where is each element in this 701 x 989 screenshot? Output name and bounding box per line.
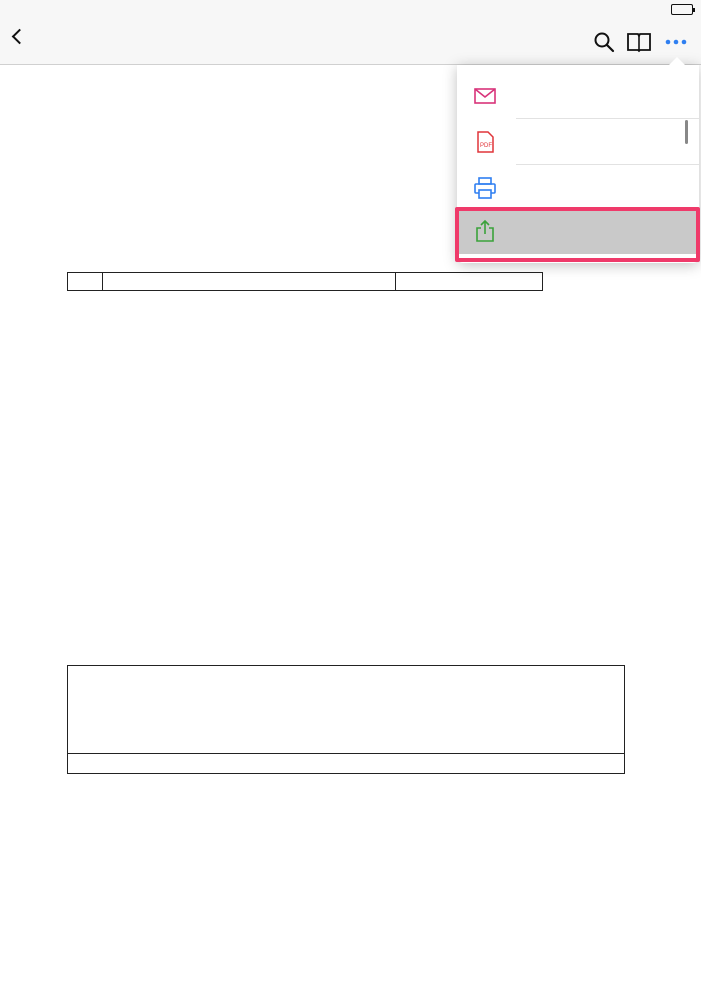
objectives-table	[67, 272, 543, 291]
share-highlight-box	[455, 207, 700, 262]
nav-bar	[0, 20, 701, 65]
back-button[interactable]	[14, 30, 35, 42]
pdf-icon	[473, 130, 497, 154]
col-header-objective	[103, 273, 396, 291]
chevron-left-icon	[12, 29, 28, 45]
status-time	[8, 2, 15, 16]
col-header-core	[396, 273, 543, 291]
battery-icon	[671, 4, 693, 15]
row-label-weight	[68, 754, 625, 774]
search-icon[interactable]	[592, 30, 618, 54]
col-header-item	[68, 273, 103, 291]
svg-text:PDF: PDF	[480, 143, 492, 149]
scroll-indicator	[685, 120, 688, 144]
menu-email[interactable]	[457, 73, 699, 119]
print-icon	[473, 176, 497, 200]
menu-print[interactable]	[457, 165, 699, 211]
status-bar	[0, 0, 701, 20]
email-icon	[473, 84, 497, 108]
row-label-core	[68, 666, 625, 754]
section-8-list-c	[92, 849, 109, 989]
more-icon[interactable]	[663, 30, 689, 54]
core-competency-table	[67, 665, 625, 774]
book-icon[interactable]	[626, 30, 652, 54]
menu-convert-pdf[interactable]	[457, 119, 699, 165]
